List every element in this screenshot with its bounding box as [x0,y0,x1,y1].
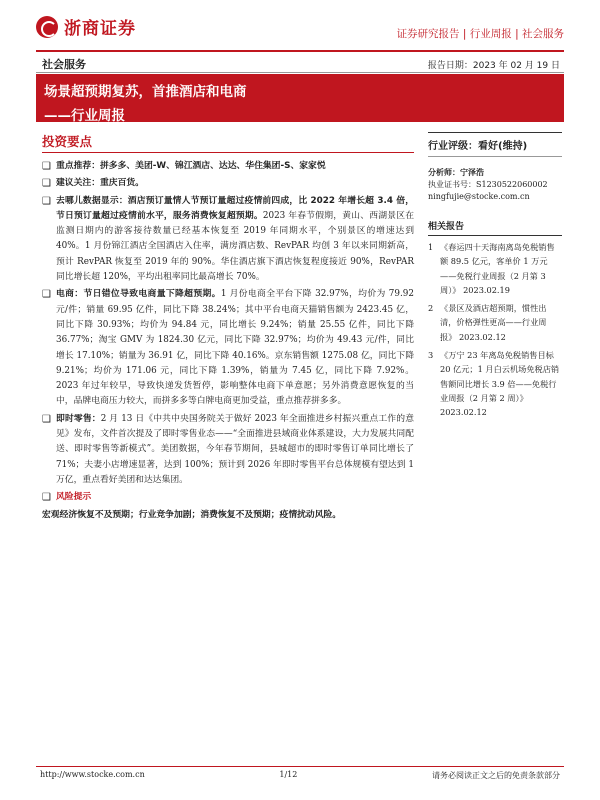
related-report-item[interactable] [428,301,562,344]
key-points-section [42,132,414,525]
logo [36,14,136,39]
related-report-number: 1 [428,242,434,252]
key-point-text [56,176,414,191]
sidebar [428,132,562,420]
key-point-item [42,412,414,488]
bullet-square-icon: ❑ [42,178,51,190]
key-point-bold: 去哪儿数据显示：酒店预订量情人节预订量超过疫情前四成，比 2022 年增长超 3.4 倍，节日预订量超过疫情前水平，服务消费恢复超预期。 [56,195,414,221]
related-report-title: 《春运四十天海南离岛免税销售额 89.5 亿元，客单价 1 万元——免税行业周报（2 月第 3 周）》 2023.02.19 [440,242,555,295]
related-report-title: 《景区及酒店超预期，惯性出清，价格弹性更高——行业周报》 2023.02.12 [440,303,547,342]
risk-text-row [42,508,414,523]
key-point-text [56,412,414,488]
key-point-bold: 重点推荐：拼多多、美团-W、锦江酒店、达达、华住集团-S、家家悦 [56,161,326,171]
risk-text: 宏观经济恢复不及预期；行业竞争加剧；消费恢复不及预期；疫情扰动风险。 [42,509,342,520]
analyst-name: 分析师：宁泽浩 [428,168,484,177]
industry-rating: 行业评级：看好(维持) [428,132,562,157]
bullet-square-icon: ❑ [42,492,51,504]
footer-url[interactable]: http://www.stocke.com.cn [40,770,145,779]
key-point-bold: 即时零售： [56,413,101,424]
related-report-number: 3 [428,350,434,361]
footer-divider [36,766,564,767]
related-report-title: 《万宁 23 年离岛免税销售目标 20 亿元；1 月白云机场免税店销售额同比增长 3.9 倍——免税行业周报（2 月第 2 周）》 2023.02.12 [440,350,560,418]
key-point-item [42,176,414,191]
key-point-text [56,194,414,286]
bullet-square-icon: ❑ [42,413,51,425]
related-report-number: 2 [428,303,434,314]
key-point-body: 2 月 13 日《中共中央国务院关于做好 2023 年全面推进乡村振兴重点工作的意见》发布，文件首次提及了即时零售业态——“全面推进县域商业体系建设，大力发展共同配送、即时零售等新模式”。美团数据，今年春节期间，县城超市的即时零售订单同比增长了 71%；夫妻小店增速显著，达到 100%；预计到 2026 年即时零售平台总体规模有望达到 1 万亿，重点看好美团和达达集团。 [56,413,414,485]
report-subtitle: ——行业周报 [44,108,125,124]
bullet-square-icon: ❑ [42,195,51,207]
header-nav: 证券研究报告 | 行业周报 | 社会服务 [396,28,564,40]
report-date: 报告日期：2023 年 02 月 19 日 [427,61,560,71]
key-point-body: 2023 年春节假期，黄山、西湖景区在监测日期内的游客接待数量已经基本恢复至 2019 年同期水平，个别景区的增速达到 40%。1 月份锦江酒店全国酒店入住率，满房酒店数、RevPAR 均创 3 年以来同期新高，预计 RevPAR 恢复至 2019 年的 90%。华住酒店旗下酒店恢复程度接近 90%，RevPAR 同比增长超 120%，平均出租率同比最高增长 70%。 [56,210,414,283]
key-point-text [56,490,414,505]
key-point-bold: 建议关注：重庆百货。 [56,178,144,189]
key-point-item [42,490,414,505]
report-title: 场景超预期复苏，首推酒店和电商 [44,84,247,100]
bullet-square-icon: ❑ [42,289,51,301]
divider [36,72,564,73]
bullet-square-icon: ❑ [42,161,51,172]
key-point-bold: 风险提示 [56,492,92,503]
logo-mark-icon [36,16,58,38]
page-footer [40,770,560,781]
key-point-text [56,287,414,409]
analyst-email[interactable]: ningfujie@stocke.com.cn [428,192,530,201]
key-points-list [42,159,414,506]
title-banner [36,74,564,122]
key-point-item [42,287,414,409]
key-point-body: 1 月份电商全平台下降 32.97%，均价为 79.92 元/件；销量 69.95 亿件，同比下降 38.24%；其中平台电商天猫销售额为 2423.45 亿，同比下降 30.93%；均价为 94.84 元，同比增长 9.24%；销量 25.55 亿件，同比下降 36.77%；淘宝 GMV 为 1824.30 亿元，同比下降 32.97%；均价为 49.43 元/件，同比增长 17.10%；销量为 36.91 亿，同比下降 40.16%。京东销售额 1275.08 亿，同比下降 9.21%；均价为 171.06 元，同比下降 1.39%，销量为 7.45 亿，同比下降 7.92%。2023 年过年较早，导致快递发货暂停，影响整体电商下单意愿；另外消费意愿恢复的当中，品牌电商压力较大，而拼多多等白牌电商更加受益，重点推荐拼多多。 [56,289,414,407]
analyst-cert: 执业证书号：S1230522060002 [428,180,548,189]
key-point-item [42,159,414,174]
analyst-info [428,167,562,203]
sector-label: 社会服务 [42,58,86,71]
key-point-text [56,159,414,174]
key-point-item [42,194,414,286]
related-reports-list [428,240,562,420]
key-point-bold: 电商：节日错位导致电商量下降超预期。 [56,289,221,300]
related-report-item[interactable] [428,348,562,419]
footer-disclaimer: 请务必阅读正文之后的免责条款部分 [431,771,560,780]
key-points-heading: 投资要点 [42,132,414,153]
related-reports-heading: 相关报告 [428,219,562,236]
logo-text: 浙商证券 [64,19,136,39]
page-number: 1/12 [279,770,298,779]
page-header [36,14,564,50]
header-divider [36,50,564,52]
related-report-item[interactable] [428,240,562,297]
